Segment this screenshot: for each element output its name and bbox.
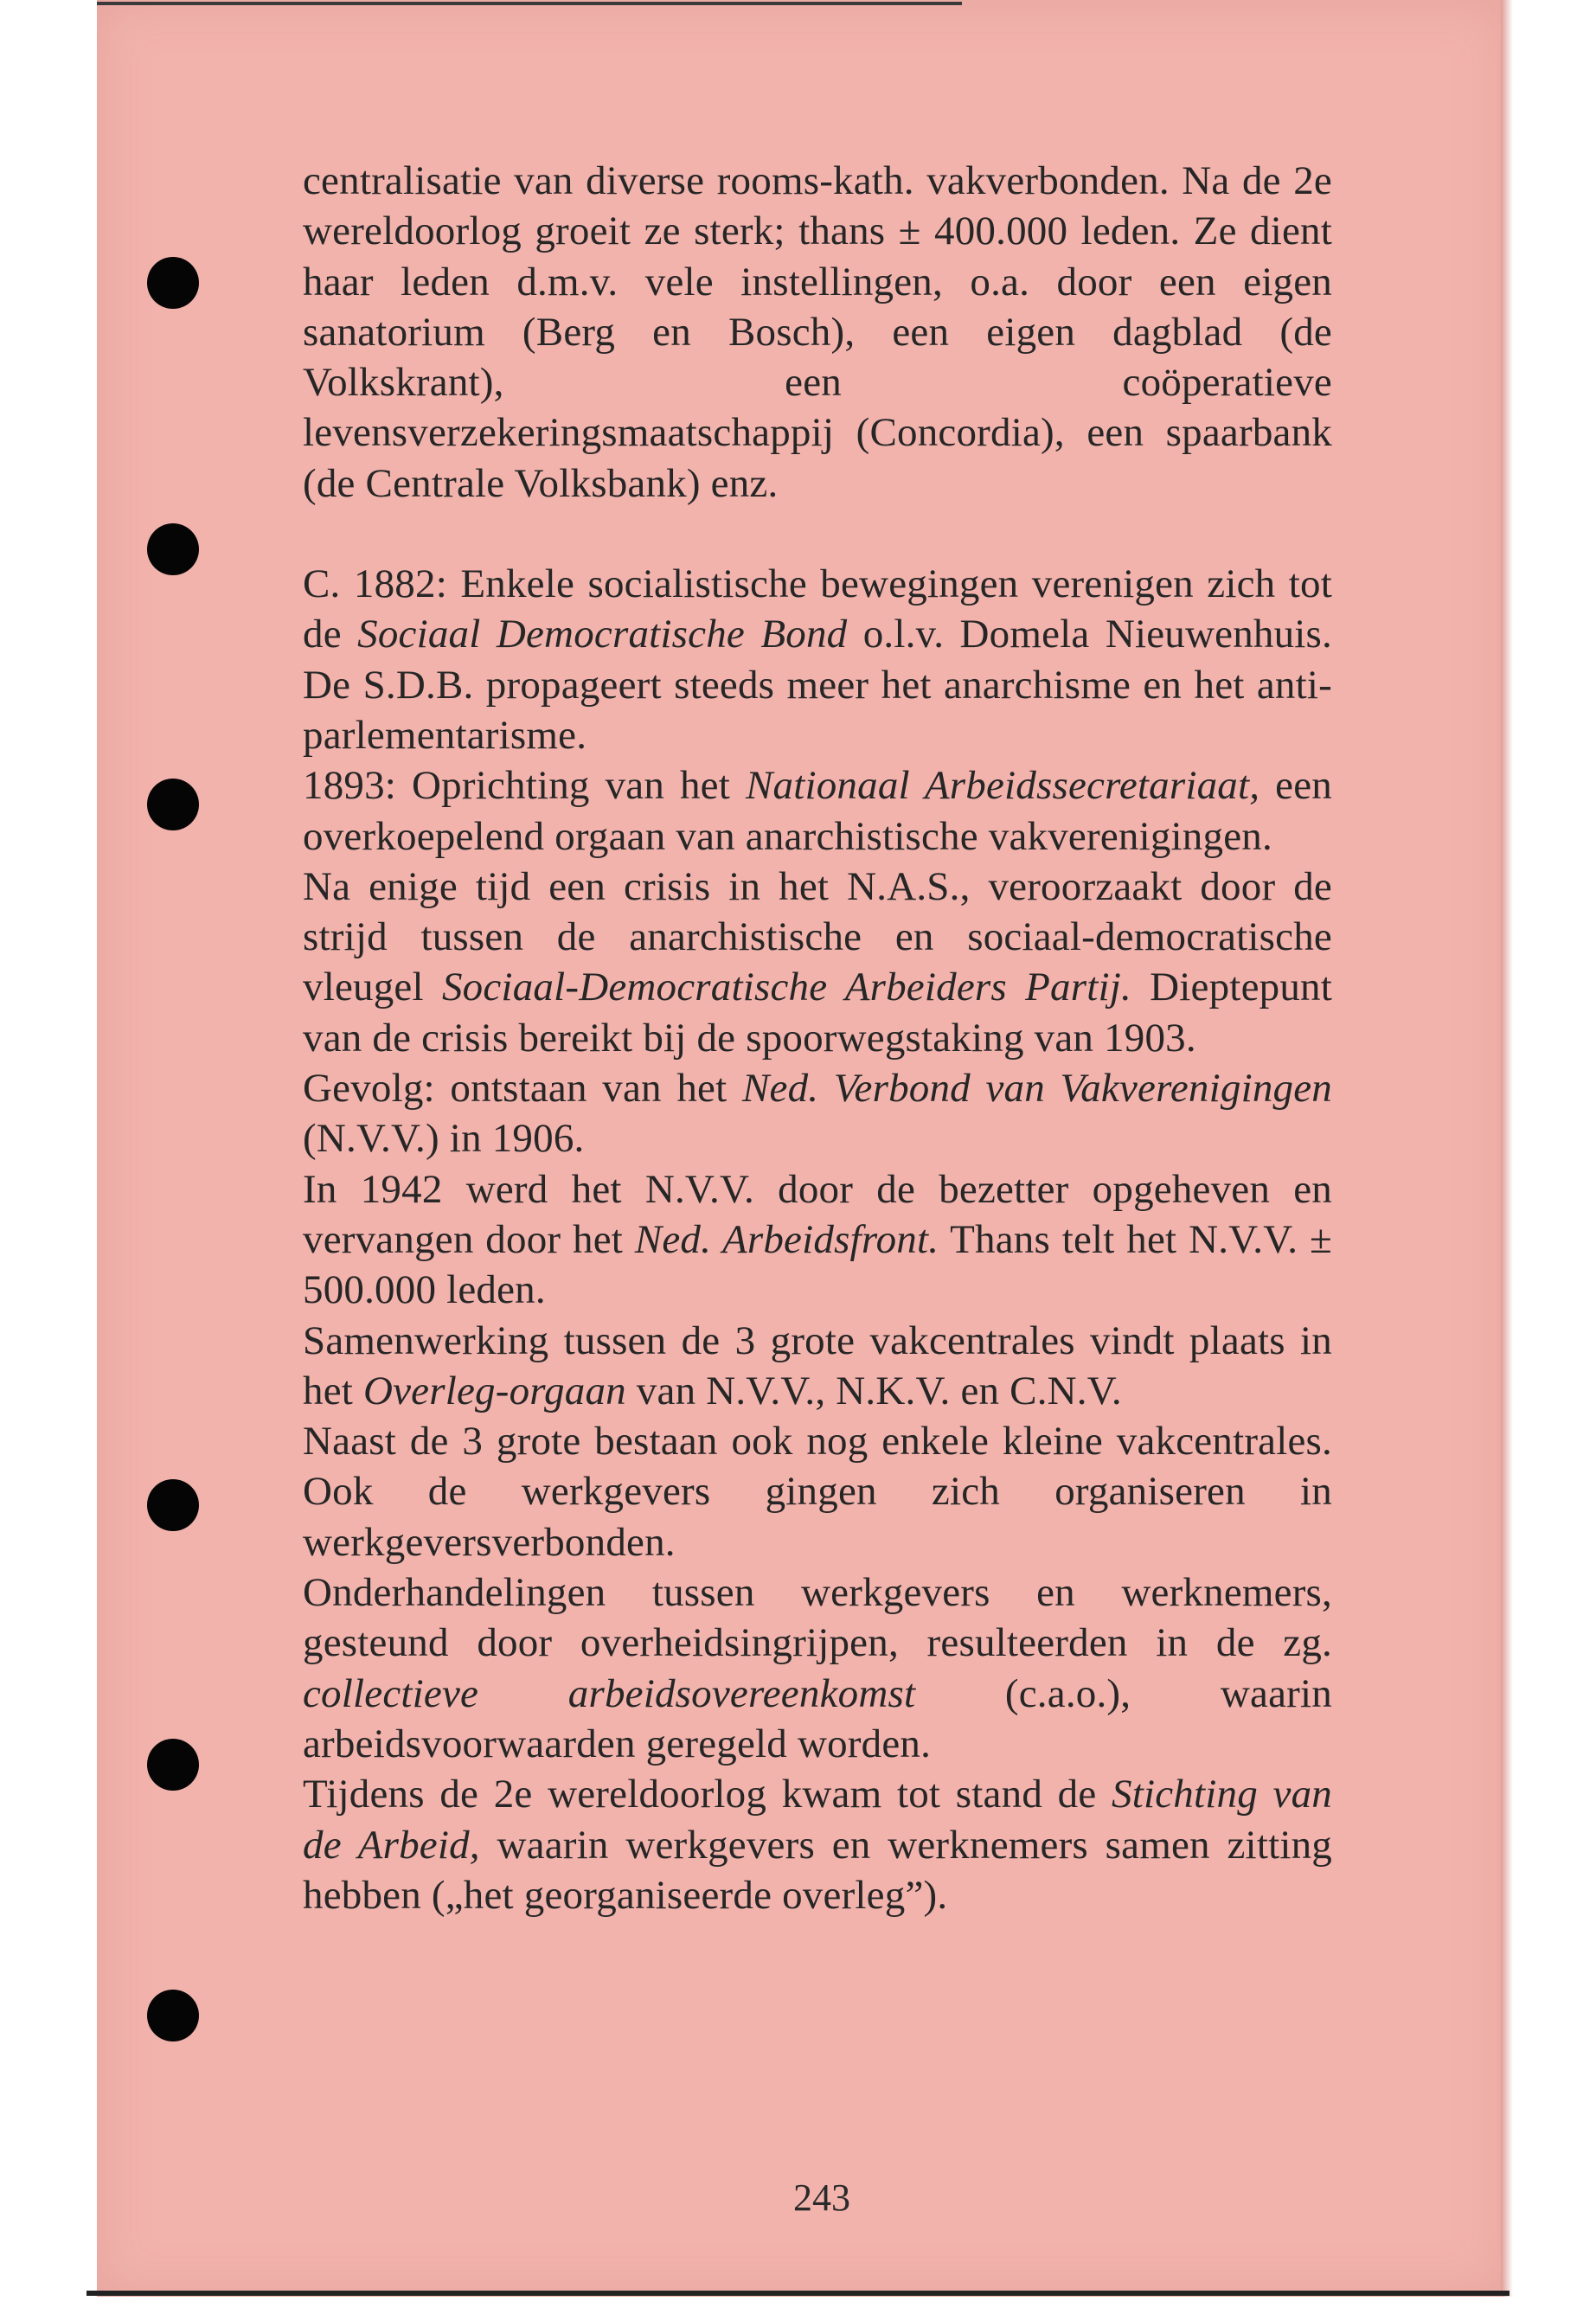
text-run: C. 1882: Enkele socialistische bewegingen verenigen zich tot de (303, 561, 1332, 657)
text-run: (c.a.o.), waarin arbeidsvoorwaarden geregeld worden. (303, 1670, 1332, 1766)
binder-hole (147, 1739, 199, 1791)
text-run: Thans telt het N.V.V. ± 500.000 leden. (303, 1216, 1332, 1313)
italic-term: Ned. Arbeidsfront. (634, 1216, 939, 1262)
text-run: Onderhandelingen tussen werkgevers en werknemers, gesteund door overheidsingrijpen, resulteerden in de zg. (303, 1570, 1332, 1666)
page-number: 243 (793, 2176, 850, 2219)
italic-term: Sociaal-Democratische Arbeiders Partij. (441, 965, 1131, 1010)
paragraph-1942 (303, 1164, 1332, 1316)
text-run: 1893: Oprichting van het (303, 763, 746, 809)
paragraph-werkgevers (303, 1416, 1332, 1567)
binder-hole (147, 257, 199, 309)
text-run: van N.V.V., N.K.V. en C.N.V. (625, 1368, 1122, 1413)
right-edge-shadow (1501, 0, 1513, 2297)
top-edge-line (97, 2, 962, 5)
text-run: Na enige tijd een crisis in het N.A.S., veroorzaakt door de strijd tussen de anarchistische en sociaal-democratische vleugel (303, 863, 1332, 1010)
paragraph-sdb (303, 559, 1332, 760)
paragraph-crisis (303, 862, 1332, 1063)
binder-hole (147, 523, 199, 575)
binder-hole (147, 1479, 199, 1531)
text-run: In 1942 werd het N.V.V. door de bezetter opgeheven en vervangen door het (303, 1166, 1332, 1262)
text-run: Tijdens de 2e wereldoorlog kwam tot stand de (303, 1772, 1112, 1817)
binder-hole (147, 779, 199, 830)
italic-term: Nationaal Arbeidssecretariaat, (745, 763, 1260, 809)
text-run: een overkoepelend orgaan van anarchistische vakverenigingen. (303, 763, 1332, 859)
text-run: Naast de 3 grote bestaan ook nog enkele kleine vakcentrales. Ook de werkgevers gingen zich organiseren in werkgeversverbonden. (303, 1419, 1332, 1565)
text-run: (N.V.V.) in 1906. (303, 1116, 585, 1162)
text-run: Gevolg: ontstaan van het (303, 1066, 742, 1112)
text-run: Dieptepunt van de crisis bereikt bij de spoorwegstaking van 1903. (303, 965, 1332, 1061)
italic-term: Overleg-orgaan (362, 1368, 626, 1413)
italic-term: Sociaal Democratische Bond (357, 612, 848, 657)
paragraph-nas (303, 760, 1332, 862)
binder-hole (147, 1990, 199, 2041)
bottom-edge-line (87, 2291, 1509, 2296)
text-run: Samenwerking tussen de 3 grote vakcentrales vindt plaats in het (303, 1317, 1332, 1413)
italic-term: Ned. Verbond van Vakverenigingen (741, 1066, 1333, 1112)
paragraph-kvb (303, 156, 1332, 509)
text-run: o.l.v. Domela Nieuwenhuis. De S.D.B. propageert steeds meer het anarchisme en het anti-parlementarisme. (303, 612, 1332, 758)
text-run: waarin werkgevers en werknemers samen zitting hebben („het georganiseerde overleg”). (303, 1822, 1332, 1918)
italic-term: Stichting van de Arbeid, (303, 1772, 1332, 1868)
paragraph-stichting (303, 1769, 1332, 1920)
text-run: centralisatie van diverse rooms-kath. vakverbonden. Na de 2e wereldoorlog groeit ze sterk; thans ± 400.000 leden. Ze dient haar leden d.m.v. vele instellingen, o.a. door een eigen sanatorium (Berg en Bosch), een eigen dagblad (de Volkskrant), een coöperatieve levensverzekeringsmaatschappij (Concordia), een spaarbank (de Centrale Volksbank) enz. (303, 158, 1332, 506)
paragraph-cao (303, 1567, 1332, 1769)
body-text (303, 156, 1332, 1920)
paragraph-overleg (303, 1316, 1332, 1417)
italic-term: collectieve arbeidsovereenkomst (303, 1670, 916, 1716)
paragraph-nvv (303, 1063, 1332, 1164)
